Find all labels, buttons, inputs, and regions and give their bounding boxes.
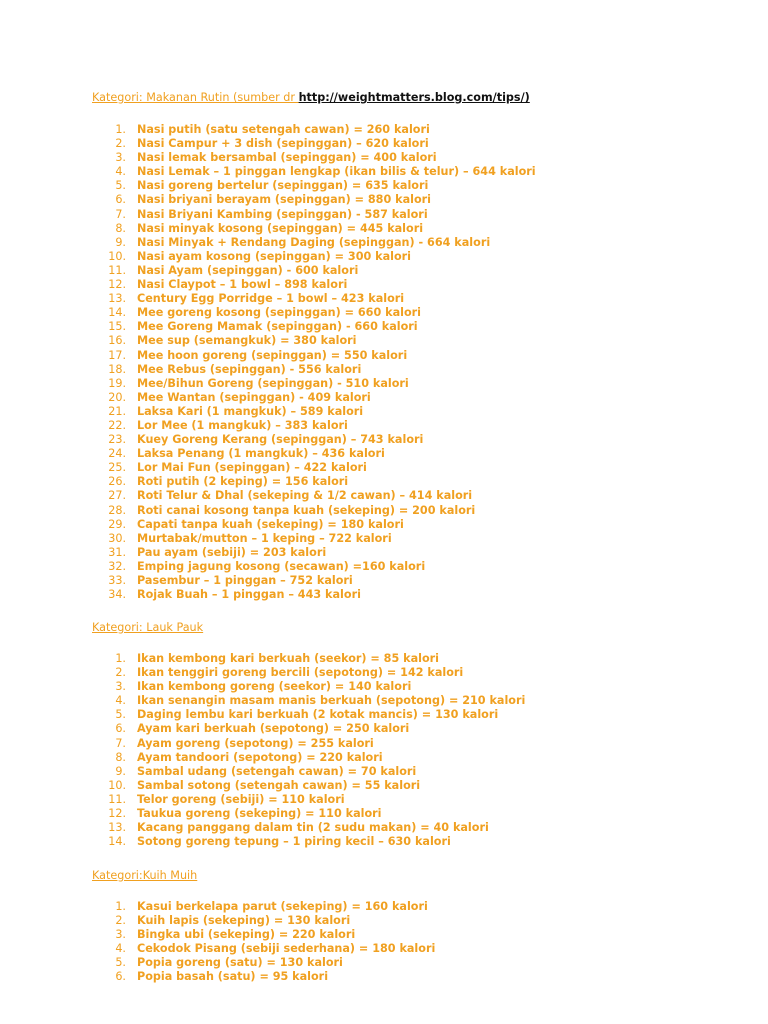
- section-heading-makanan-rutin: [92, 91, 530, 105]
- list-lauk-pauk: [92, 652, 525, 849]
- list-item: [92, 694, 525, 708]
- list-item: [92, 475, 536, 489]
- list-item: [92, 391, 536, 405]
- list-item: [92, 264, 536, 278]
- section-heading-text: Kategori:Kuih Muih: [92, 869, 198, 882]
- list-item-number: 29.: [108, 517, 126, 531]
- list-item-text: Nasi minyak kosong (sepinggan) = 445 kalori: [137, 221, 424, 235]
- list-item-text: Nasi Minyak + Rendang Daging (sepinggan) - 664 kalori: [137, 235, 491, 249]
- list-item-text: Nasi Lemak – 1 pinggan lengkap (ikan bilis & telur) – 644 kalori: [137, 165, 536, 179]
- list-item-number: 6.: [115, 722, 126, 736]
- list-item-number: 7.: [115, 207, 126, 221]
- list-item-number: 4.: [115, 942, 126, 956]
- list-item: [92, 151, 536, 165]
- list-item-text: Mee/Bihun Goreng (sepinggan) - 510 kalori: [137, 376, 409, 390]
- list-item: [92, 419, 536, 433]
- list-item-number: 20.: [108, 390, 126, 404]
- list-item-number: 3.: [115, 928, 126, 942]
- list-item-text: Rojak Buah – 1 pinggan – 443 kalori: [137, 588, 361, 602]
- list-item-number: 4.: [115, 694, 126, 708]
- list-item: [92, 708, 525, 722]
- list-item-text: Taukua goreng (sekeping) = 110 kalori: [137, 807, 382, 821]
- list-item: [92, 900, 435, 914]
- list-item-number: 28.: [108, 503, 126, 517]
- list-item: [92, 433, 536, 447]
- list-item-number: 5.: [115, 708, 126, 722]
- list-item: [92, 779, 525, 793]
- list-item-text: Mee Rebus (sepinggan) - 556 kalori: [137, 362, 362, 376]
- list-item: [92, 793, 525, 807]
- list-item-number: 31.: [108, 545, 126, 559]
- list-item-number: 10.: [108, 249, 126, 263]
- list-item-text: Nasi Briyani Kambing (sepinggan) - 587 kalori: [137, 207, 428, 221]
- list-item: [92, 504, 536, 518]
- list-item-text: Pau ayam (sebiji) = 203 kalori: [137, 545, 327, 559]
- list-item-text: Laksa Kari (1 mangkuk) – 589 kalori: [137, 404, 364, 418]
- list-item: [92, 461, 536, 475]
- list-item-text: Ayam tandoori (sepotong) = 220 kalori: [137, 750, 383, 764]
- list-item-number: 32.: [108, 559, 126, 573]
- list-item-text: Nasi briyani berayam (sepinggan) = 880 kalori: [137, 193, 431, 207]
- list-item-number: 26.: [108, 475, 126, 489]
- list-kuih-muih: [92, 900, 435, 985]
- list-item: [92, 560, 536, 574]
- list-item-text: Emping jagung kosong (secawan) =160 kalori: [137, 559, 426, 573]
- list-item-number: 19.: [108, 376, 126, 390]
- list-item: [92, 588, 536, 602]
- list-item-number: 8.: [115, 221, 126, 235]
- list-item-number: 1.: [115, 900, 126, 913]
- list-item-number: 24.: [108, 447, 126, 461]
- list-item: [92, 546, 536, 560]
- list-item-text: Mee goreng kosong (sepinggan) = 660 kalori: [137, 306, 421, 320]
- list-item: [92, 165, 536, 179]
- list-item-number: 10.: [108, 778, 126, 792]
- list-item-text: Murtabak/mutton – 1 keping – 722 kalori: [137, 531, 392, 545]
- list-item-number: 22.: [108, 418, 126, 432]
- list-item: [92, 349, 536, 363]
- list-item: [92, 942, 435, 956]
- list-item: [92, 292, 536, 306]
- list-item-number: 13.: [108, 821, 126, 835]
- list-item-number: 8.: [115, 750, 126, 764]
- list-item-text: Nasi putih (satu setengah cawan) = 260 kalori: [137, 123, 430, 136]
- list-item: [92, 278, 536, 292]
- list-item-number: 9.: [115, 764, 126, 778]
- list-item-text: Lor Mai Fun (sepinggan) – 422 kalori: [137, 461, 367, 475]
- list-item: [92, 447, 536, 461]
- list-item-number: 5.: [115, 179, 126, 193]
- list-item: [92, 518, 536, 532]
- list-item: [92, 574, 536, 588]
- list-item-number: 5.: [115, 956, 126, 970]
- list-item-text: Mee hoon goreng (sepinggan) = 550 kalori: [137, 348, 408, 362]
- list-item-number: 3.: [115, 151, 126, 165]
- list-item-text: Pasembur – 1 pinggan – 752 kalori: [137, 574, 353, 587]
- list-item-number: 16.: [108, 334, 126, 348]
- list-item-text: Daging lembu kari berkuah (2 kotak mancis) = 130 kalori: [137, 708, 499, 722]
- list-item-text: Ikan kembong kari berkuah (seekor) = 85 kalori: [137, 652, 440, 665]
- list-item: [92, 914, 435, 928]
- list-item: [92, 193, 536, 207]
- list-item: [92, 722, 525, 736]
- section-heading-text: Kategori: Makanan Rutin (sumber dr: [92, 91, 299, 104]
- list-item-number: 4.: [115, 165, 126, 179]
- list-item-number: 6.: [115, 970, 126, 984]
- list-item-number: 14.: [108, 835, 126, 849]
- list-makanan-rutin: [92, 123, 536, 602]
- list-item-text: Nasi goreng bertelur (sepinggan) = 635 kalori: [137, 179, 429, 193]
- list-item: [92, 236, 536, 250]
- list-item-number: 11.: [108, 792, 126, 806]
- list-item-number: 17.: [108, 348, 126, 362]
- list-item-number: 14.: [108, 306, 126, 320]
- list-item-text: Nasi Campur + 3 dish (sepinggan) – 620 kalori: [137, 137, 429, 151]
- list-item-number: 12.: [108, 278, 126, 292]
- list-item-text: Kuey Goreng Kerang (sepinggan) – 743 kalori: [137, 433, 424, 447]
- list-item-number: 1.: [115, 123, 126, 136]
- list-item-text: Ayam kari berkuah (sepotong) = 250 kalori: [137, 722, 410, 736]
- list-item-text: Cekodok Pisang (sebiji sederhana) = 180 kalori: [137, 942, 436, 956]
- list-item-text: Nasi ayam kosong (sepinggan) = 300 kalori: [137, 249, 412, 263]
- list-item-text: Nasi Claypot – 1 bowl – 898 kalori: [137, 278, 348, 292]
- list-item: [92, 680, 525, 694]
- list-item: [92, 377, 536, 391]
- list-item: [92, 489, 536, 503]
- list-item: [92, 737, 525, 751]
- list-item: [92, 123, 536, 137]
- section-heading-lauk-pauk: [92, 621, 203, 635]
- list-item: [92, 807, 525, 821]
- list-item-text: Kuih lapis (sekeping) = 130 kalori: [137, 914, 351, 928]
- list-item: [92, 835, 525, 849]
- list-item: [92, 751, 525, 765]
- list-item-text: Telor goreng (sebiji) = 110 kalori: [137, 792, 345, 806]
- list-item-number: 13.: [108, 292, 126, 306]
- source-link[interactable]: http://weightmatters.blog.com/tips/): [298, 91, 530, 104]
- list-item: [92, 179, 536, 193]
- list-item: [92, 320, 536, 334]
- list-item-number: 9.: [115, 235, 126, 249]
- list-item-number: 21.: [108, 404, 126, 418]
- list-item-text: Sambal sotong (setengah cawan) = 55 kalori: [137, 778, 421, 792]
- list-item-text: Mee Goreng Mamak (sepinggan) - 660 kalori: [137, 320, 418, 334]
- list-item-number: 6.: [115, 193, 126, 207]
- list-item-number: 2.: [115, 914, 126, 928]
- list-item-number: 33.: [108, 574, 126, 587]
- list-item-number: 18.: [108, 362, 126, 376]
- list-item-text: Ikan tenggiri goreng bercili (sepotong) = 142 kalori: [137, 666, 464, 680]
- list-item-number: 27.: [108, 489, 126, 503]
- list-item-number: 2.: [115, 666, 126, 680]
- list-item: [92, 956, 435, 970]
- list-item: [92, 652, 525, 666]
- list-item-text: Roti Telur & Dhal (sekeping & 1/2 cawan) – 414 kalori: [137, 489, 473, 503]
- list-item: [92, 970, 435, 984]
- list-item-text: Popia basah (satu) = 95 kalori: [137, 970, 329, 984]
- list-item-text: Laksa Penang (1 mangkuk) – 436 kalori: [137, 447, 385, 461]
- list-item-text: Roti putih (2 keping) = 156 kalori: [137, 475, 349, 489]
- list-item: [92, 363, 536, 377]
- list-item: [92, 532, 536, 546]
- list-item-number: 15.: [108, 320, 126, 334]
- section-heading-text: Kategori: Lauk Pauk: [92, 621, 204, 634]
- list-item-number: 1.: [115, 652, 126, 665]
- list-item: [92, 821, 525, 835]
- list-item-number: 3.: [115, 680, 126, 694]
- list-item-text: Kacang panggang dalam tin (2 sudu makan) = 40 kalori: [137, 821, 489, 835]
- list-item-number: 34.: [108, 588, 126, 602]
- list-item-number: 2.: [115, 137, 126, 151]
- list-item-text: Mee sup (semangkuk) = 380 kalori: [137, 334, 357, 348]
- list-item: [92, 334, 536, 348]
- list-item: [92, 928, 435, 942]
- list-item-number: 23.: [108, 433, 126, 447]
- list-item: [92, 306, 536, 320]
- list-item-text: Sotong goreng tepung – 1 piring kecil – 630 kalori: [137, 835, 451, 849]
- list-item-text: Sambal udang (setengah cawan) = 70 kalori: [137, 764, 417, 778]
- list-item-text: Nasi Ayam (sepinggan) - 600 kalori: [137, 263, 359, 277]
- list-item-text: Bingka ubi (sekeping) = 220 kalori: [137, 928, 356, 942]
- section-heading-kuih-muih: [92, 869, 197, 883]
- list-item-text: Roti canai kosong tanpa kuah (sekeping) = 200 kalori: [137, 503, 476, 517]
- list-item-text: Ikan senangin masam manis berkuah (sepotong) = 210 kalori: [137, 694, 526, 708]
- list-item-number: 30.: [108, 531, 126, 545]
- list-item-text: Mee Wantan (sepinggan) - 409 kalori: [137, 390, 371, 404]
- list-item: [92, 137, 536, 151]
- list-item-text: Ikan kembong goreng (seekor) = 140 kalori: [137, 680, 412, 694]
- list-item-text: Capati tanpa kuah (sekeping) = 180 kalori: [137, 517, 404, 531]
- list-item: [92, 222, 536, 236]
- list-item-number: 11.: [108, 263, 126, 277]
- list-item-number: 7.: [115, 736, 126, 750]
- list-item: [92, 208, 536, 222]
- list-item-text: Nasi lemak bersambal (sepinggan) = 400 kalori: [137, 151, 437, 165]
- list-item-number: 25.: [108, 461, 126, 475]
- list-item-text: Ayam goreng (sepotong) = 255 kalori: [137, 736, 374, 750]
- list-item-text: Kasui berkelapa parut (sekeping) = 160 kalori: [137, 900, 428, 913]
- list-item: [92, 405, 536, 419]
- list-item-text: Lor Mee (1 mangkuk) – 383 kalori: [137, 418, 348, 432]
- list-item-text: Popia goreng (satu) = 130 kalori: [137, 956, 343, 970]
- list-item: [92, 250, 536, 264]
- list-item-text: Century Egg Porridge – 1 bowl – 423 kalori: [137, 292, 405, 306]
- list-item-number: 12.: [108, 807, 126, 821]
- list-item: [92, 666, 525, 680]
- list-item: [92, 765, 525, 779]
